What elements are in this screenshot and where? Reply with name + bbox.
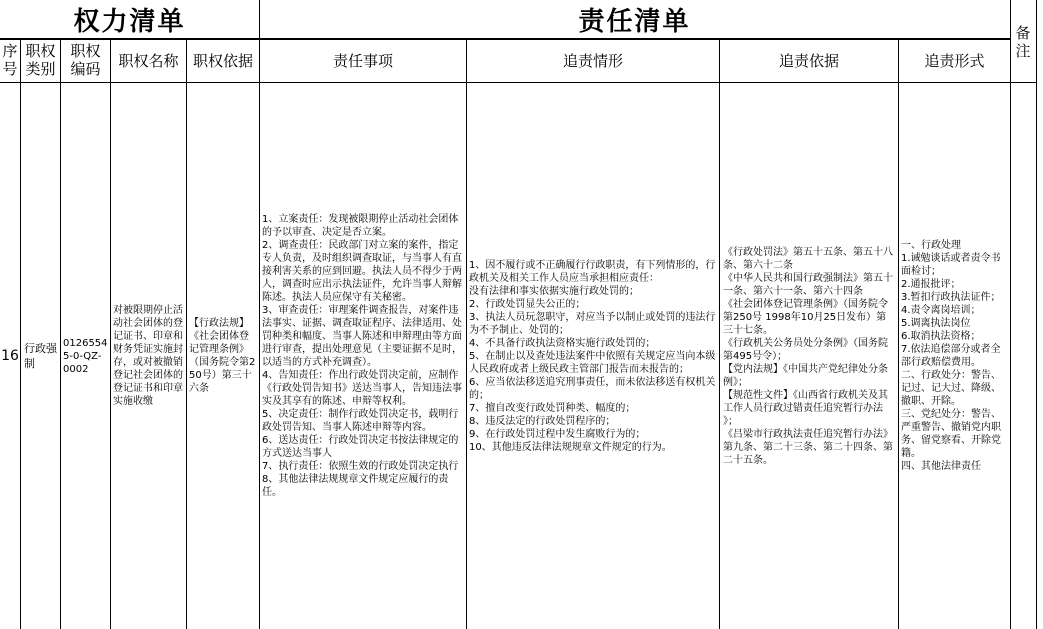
row-accountability-basis: 《行政处罚法》第五十五条、第五十八条、第六十二条 《中华人民共和国行政强制法》第五十一条、第六十一条、第六十四条 《社会团体登记管理条例》（国务院令第250号 1998年10月25日发布）第三十七条。 《行政机关公务员处分条例》（国务院第495号令）； 【党内法规】《中国共产党纪律处分条例》； 【规范性文件】《山西省行政机关及其工作人员行政过错责任追究暂行办法 》； 《吕梁市行政执法责任追究暂行办法》第九条、第二十三条、第二十四条、第二十五条。 <box>723 246 893 466</box>
grid-line <box>719 40 720 629</box>
row-category: 行政强制 <box>24 342 57 370</box>
accountability-basis-header: 追责依据 <box>778 52 839 70</box>
row-basis: 【行政法规】《社会团体登记管理条例》（国务院令第250号）第三十六条 <box>189 318 256 394</box>
grid-line <box>0 38 1010 40</box>
row-remarks <box>1011 83 1036 629</box>
row-accountability-forms: 一、行政处理 1.诫勉谈话或者责令书面检讨； 2.通报批评； 3.暂扣行政执法证件； 4.责令离岗培训； 5.调离执法岗位 6.取消执法资格； 7.依法追偿部分或者全部行政赔偿费用。 二、行政处分：警告、记过、记大过、降级、撤职、开除。 三、党纪处分：警告、严重警告、撤销党内职务、留党察看、开除党籍。 四、其他法律责任 <box>901 240 1001 472</box>
grid-line <box>898 40 899 629</box>
accountability-cases-header: 追责情形 <box>562 52 623 70</box>
grid-line <box>259 0 260 629</box>
remarks-header: 备注 <box>1015 24 1031 60</box>
row-seq: 16 <box>1 348 19 364</box>
duty-items-header: 责任事项 <box>332 52 393 70</box>
row-code: 0126554 5-0-QZ- 0002 <box>63 337 108 375</box>
row-accountability-cases: 1、因不履行或不正确履行行政职责，有下列情形的，行政机关及相关工作人员应当承担相应责任： 没有法律和事实依据实施行政处罚的； 2、行政处罚显失公正的； 3、执法人员玩忽职守，对应当予以制止或处罚的违法行为不予制止、处罚的； 4、不具备行政执法资格实施行政处罚的； 5、在制止以及查处违法案件中依照有关规定应当向本级人民政府或者上级民政主管部门报告而未报告的； 6、应当依法移送追究刑事责任，而未依法移送有权机关的； 7、擅自改变行政处罚种类、幅度的； 8、违反法定的行政处罚程序的； 9、在行政处罚过程中发生腐败行为的； 10、其他违反法律法规规章文件规定的行为。 <box>469 259 716 453</box>
row-name: 对被限期停止活动社会团体的登记证书、印章和财务凭证实施封存，或对被撤销登记社会团体的登记证书和印章实施收缴 <box>113 305 183 407</box>
name-header: 职权名称 <box>118 52 179 70</box>
accountability-forms-header: 追责形式 <box>924 52 985 70</box>
basis-header: 职权依据 <box>192 52 253 70</box>
grid-line <box>186 40 187 629</box>
row-duty-items: 1、立案责任：发现被限期停止活动社会团体的予以审查、决定是否立案。 2、调查责任：民政部门对立案的案件，指定专人负责，及时组织调查取证，与当事人有直接利害关系的应到回避。执法人员不得少于两人，调查时应出示执法证件，允许当事人辩解陈述。执法人员应保守有关秘密。 3、审查责任：审理案件调查报告，对案件违法事实、证据、调查取证程序、法律适用、处罚种类和幅度、当事人陈述和申辩理由等方面进行审查，提出处理意见（主要证据不足时，以适当的方式补充调查）。 4、告知责任：作出行政处罚决定前，应制作《行政处罚告知书》送达当事人，告知违法事实及其享有的陈述、申辩等权利。 5、决定责任：制作行政处罚决定书，载明行政处罚告知、当事人陈述申辩等内容。 6、送达责任：行政处罚决定书按法律规定的方式送达当事人 7、执行责任：依照生效的行政处罚决定执行 8、其他法律法规规章文件规定应履行的责任。 <box>262 214 462 498</box>
grid-line <box>110 40 111 629</box>
code-header: 职权编码 <box>70 42 101 78</box>
grid-line <box>0 82 1037 83</box>
power-list-title: 权力清单 <box>73 6 186 37</box>
grid-line <box>1010 0 1011 629</box>
seq-header: 序号 <box>2 42 18 78</box>
grid-line <box>466 40 467 629</box>
grid-line <box>1036 0 1037 629</box>
grid-line <box>60 40 61 629</box>
category-header: 职权类别 <box>25 42 56 78</box>
responsibility-list-title: 责任清单 <box>578 6 691 37</box>
grid-line <box>20 40 21 629</box>
